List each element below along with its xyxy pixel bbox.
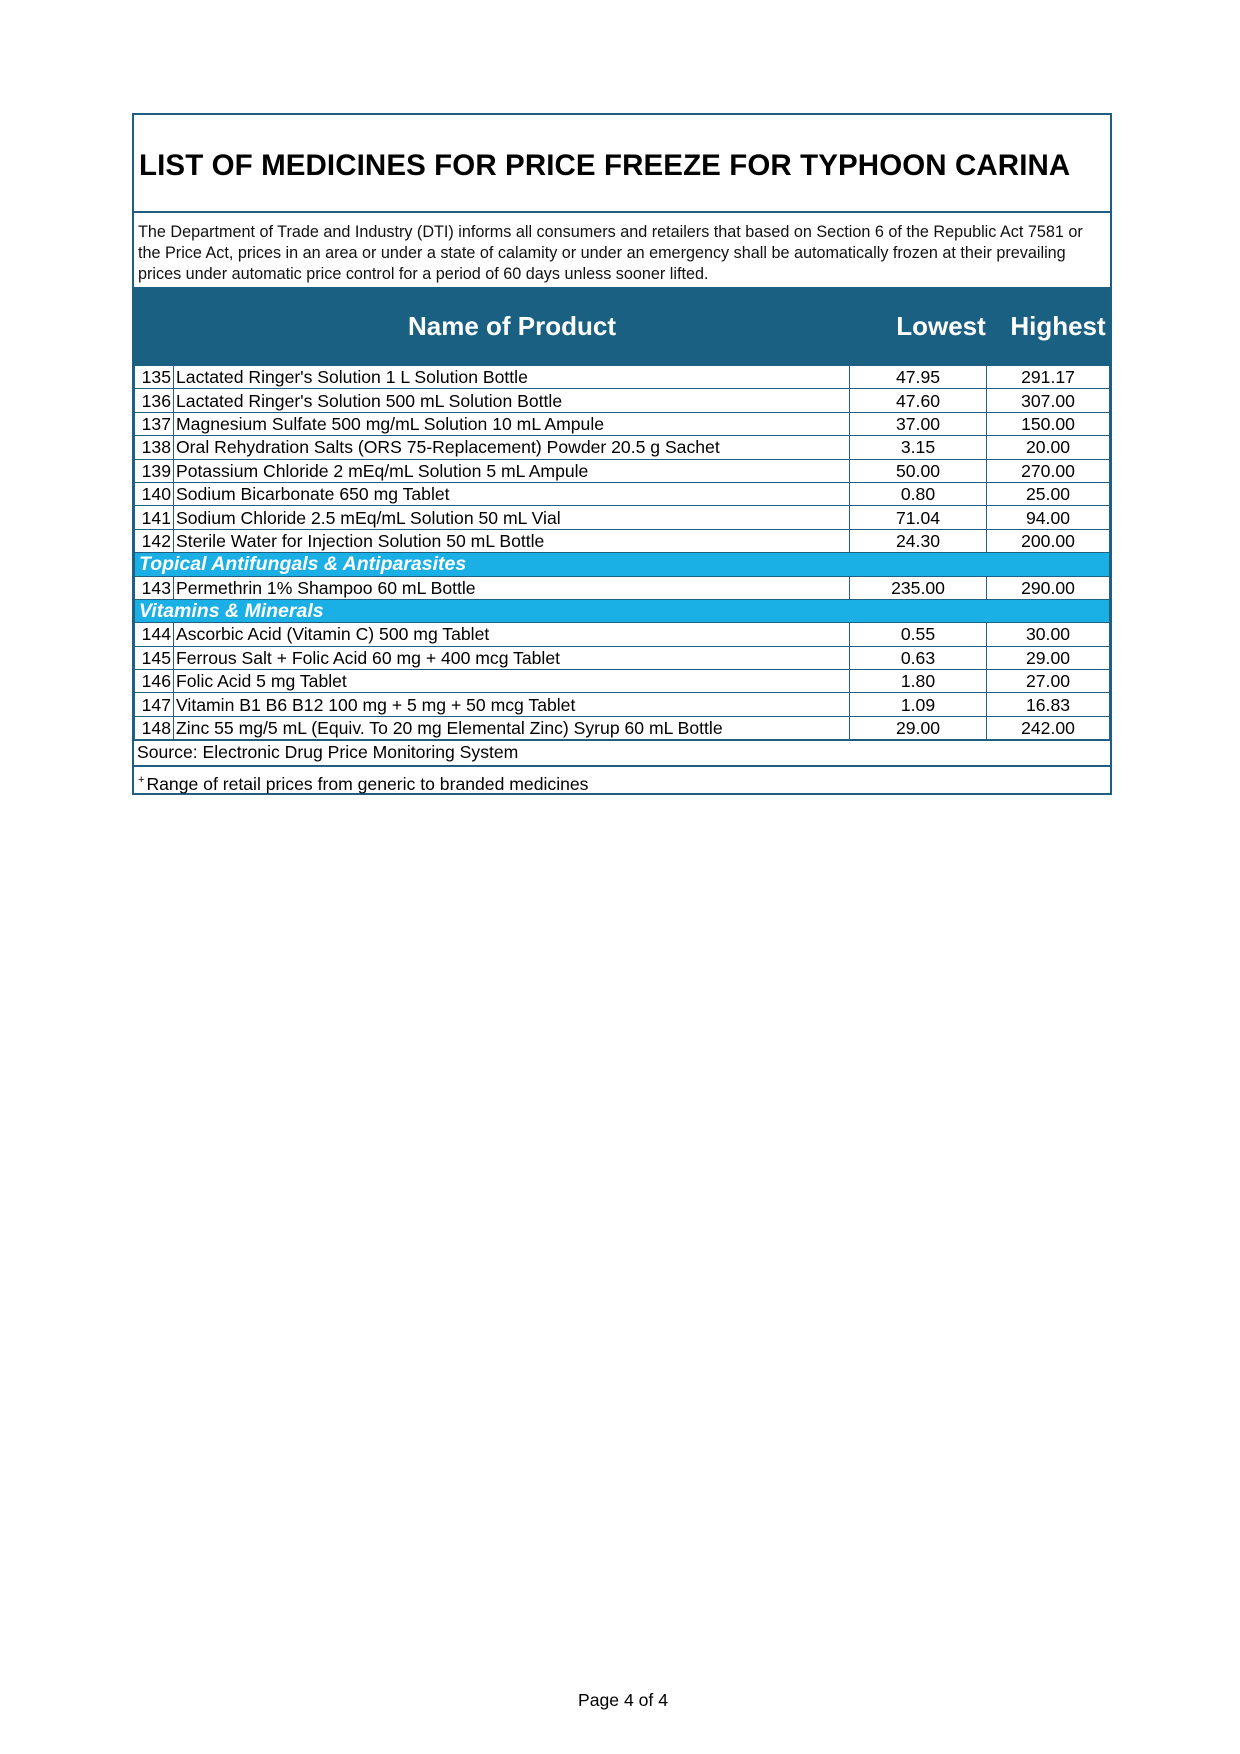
row-number: 147 xyxy=(135,693,174,716)
category-label: Vitamins & Minerals xyxy=(135,599,1110,622)
lowest-price: 3.15 xyxy=(850,436,987,459)
row-number: 137 xyxy=(135,412,174,435)
lowest-price: 0.80 xyxy=(850,482,987,505)
category-label: Topical Antifungals & Antiparasites xyxy=(135,553,1110,576)
highest-price: 30.00 xyxy=(987,623,1110,646)
header-highest: Highest xyxy=(1010,310,1106,341)
product-name: Vitamin B1 B6 B12 100 mg + 5 mg + 50 mcg Tablet xyxy=(174,693,850,716)
table-row xyxy=(135,646,1110,669)
lowest-price: 0.55 xyxy=(850,623,987,646)
header-name-of-product: Name of Product xyxy=(407,310,617,341)
table-row xyxy=(135,506,1110,529)
lowest-price: 1.09 xyxy=(850,693,987,716)
price-freeze-document xyxy=(132,113,1112,795)
lowest-price: 0.63 xyxy=(850,646,987,669)
row-number: 139 xyxy=(135,459,174,482)
highest-price: 16.83 xyxy=(987,693,1110,716)
source-note: Source: Electronic Drug Price Monitoring System xyxy=(134,740,1110,765)
product-name: Oral Rehydration Salts (ORS 75-Replacement) Powder 20.5 g Sachet xyxy=(174,436,850,459)
page-title: LIST OF MEDICINES FOR PRICE FREEZE FOR TYPHOON CARINA xyxy=(134,115,1110,213)
row-number: 135 xyxy=(135,366,174,389)
table-row xyxy=(135,389,1110,412)
row-number: 136 xyxy=(135,389,174,412)
intro-paragraph: The Department of Trade and Industry (DTI) informs all consumers and retailers that based on Section 6 of the Republic Act 7581 or the Price Act, prices in an area or under a state of calamity or under an emergency shall be automatically frozen at their prevailing prices under automatic price control for a period of 60 days unless sooner lifted. xyxy=(138,223,1083,283)
price-range-note xyxy=(134,765,1110,793)
table-header xyxy=(134,287,1110,365)
highest-price: 200.00 xyxy=(987,529,1110,552)
table-row xyxy=(135,459,1110,482)
row-number: 144 xyxy=(135,623,174,646)
highest-price: 25.00 xyxy=(987,482,1110,505)
table-row xyxy=(135,482,1110,505)
product-name: Folic Acid 5 mg Tablet xyxy=(174,670,850,693)
product-name: Sodium Chloride 2.5 mEq/mL Solution 50 mL Vial xyxy=(174,506,850,529)
lowest-price: 47.60 xyxy=(850,389,987,412)
table-row xyxy=(135,412,1110,435)
medicine-price-table xyxy=(134,365,1110,740)
lowest-price: 24.30 xyxy=(850,529,987,552)
highest-price: 27.00 xyxy=(987,670,1110,693)
row-number: 145 xyxy=(135,646,174,669)
product-name: Lactated Ringer's Solution 500 mL Solution Bottle xyxy=(174,389,850,412)
product-name: Lactated Ringer's Solution 1 L Solution Bottle xyxy=(174,366,850,389)
row-number: 138 xyxy=(135,436,174,459)
row-number: 146 xyxy=(135,670,174,693)
highest-price: 20.00 xyxy=(987,436,1110,459)
highest-price: 291.17 xyxy=(987,366,1110,389)
category-row xyxy=(135,553,1110,576)
lowest-price: 235.00 xyxy=(850,576,987,599)
product-name: Potassium Chloride 2 mEq/mL Solution 5 mL Ampule xyxy=(174,459,850,482)
table-row xyxy=(135,716,1110,739)
product-name: Ascorbic Acid (Vitamin C) 500 mg Tablet xyxy=(174,623,850,646)
table-row xyxy=(135,529,1110,552)
row-number: 142 xyxy=(135,529,174,552)
row-number: 148 xyxy=(135,716,174,739)
lowest-price: 29.00 xyxy=(850,716,987,739)
table-row xyxy=(135,670,1110,693)
row-number: 143 xyxy=(135,576,174,599)
table-row xyxy=(135,623,1110,646)
table-row xyxy=(135,366,1110,389)
table-row xyxy=(135,693,1110,716)
category-row xyxy=(135,599,1110,622)
lowest-price: 47.95 xyxy=(850,366,987,389)
product-name: Permethrin 1% Shampoo 60 mL Bottle xyxy=(174,576,850,599)
product-name: Magnesium Sulfate 500 mg/mL Solution 10 mL Ampule xyxy=(174,412,850,435)
product-name: Zinc 55 mg/5 mL (Equiv. To 20 mg Elemental Zinc) Syrup 60 mL Bottle xyxy=(174,716,850,739)
header-lowest: Lowest xyxy=(896,310,986,341)
note-text: Range of retail prices from generic to branded medicines xyxy=(146,774,589,795)
lowest-price: 37.00 xyxy=(850,412,987,435)
lowest-price: 50.00 xyxy=(850,459,987,482)
highest-price: 29.00 xyxy=(987,646,1110,669)
table-row xyxy=(135,576,1110,599)
highest-price: 307.00 xyxy=(987,389,1110,412)
product-name: Sodium Bicarbonate 650 mg Tablet xyxy=(174,482,850,505)
row-number: 140 xyxy=(135,482,174,505)
lowest-price: 71.04 xyxy=(850,506,987,529)
highest-price: 94.00 xyxy=(987,506,1110,529)
product-name: Ferrous Salt + Folic Acid 60 mg + 400 mcg Tablet xyxy=(174,646,850,669)
product-name: Sterile Water for Injection Solution 50 mL Bottle xyxy=(174,529,850,552)
highest-price: 150.00 xyxy=(987,412,1110,435)
lowest-price: 1.80 xyxy=(850,670,987,693)
row-number: 141 xyxy=(135,506,174,529)
highest-price: 242.00 xyxy=(987,716,1110,739)
highest-price: 290.00 xyxy=(987,576,1110,599)
highest-price: 270.00 xyxy=(987,459,1110,482)
table-row xyxy=(135,436,1110,459)
page-number: Page 4 of 4 xyxy=(578,1690,668,1710)
note-marker: + xyxy=(138,774,145,787)
